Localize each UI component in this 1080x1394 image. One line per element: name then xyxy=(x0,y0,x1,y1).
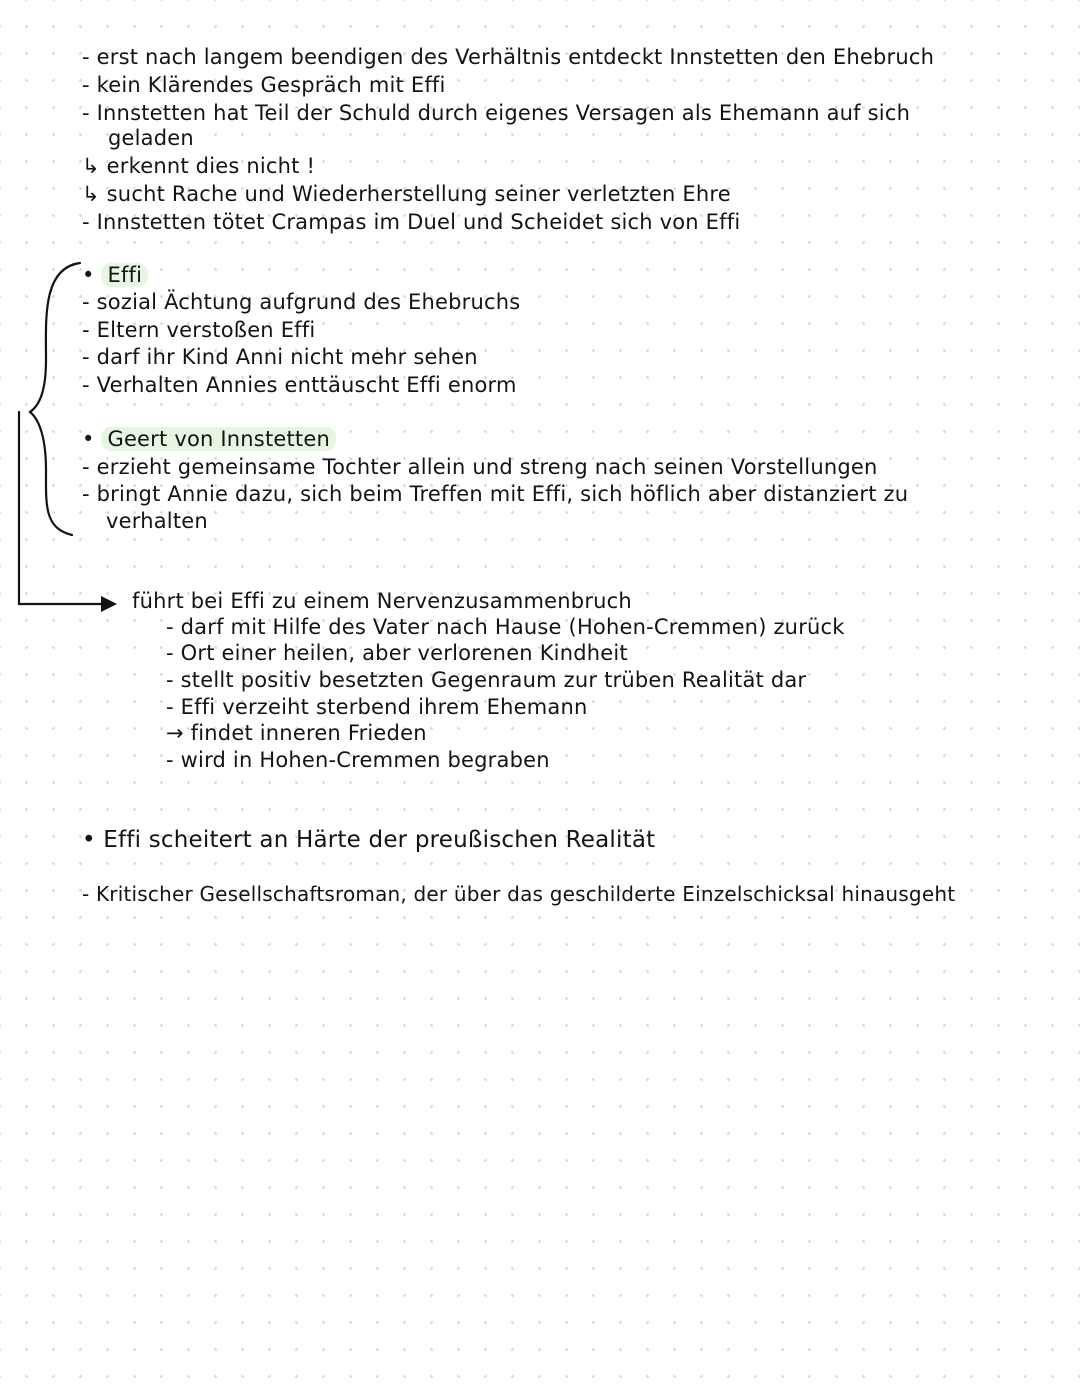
geert-item: - erzieht gemeinsame Tochter allein und streng nach seinen Vorstellungen xyxy=(82,455,878,479)
consequence-item: → findet inneren Frieden xyxy=(166,721,427,745)
geert-item: verhalten xyxy=(106,509,208,533)
effi-item: - sozial Ächtung aufgrund des Ehebruchs xyxy=(82,290,521,314)
geert-heading-line: • Geert von Innstetten xyxy=(82,426,336,452)
consequence-item: - darf mit Hilfe des Vater nach Hause (Hohen-Cremmen) zurück xyxy=(166,615,845,639)
effi-heading-line: • Effi xyxy=(82,262,148,288)
effi-item: - darf ihr Kind Anni nicht mehr sehen xyxy=(82,345,478,369)
effi-heading: Effi xyxy=(101,263,148,287)
conclusion-bullet: Effi scheitert an Härte der preußischen Realität xyxy=(103,827,656,853)
consequence-item: - Ort einer heilen, aber verlorenen Kindheit xyxy=(166,641,628,665)
effi-item: - Verhalten Annies enttäuscht Effi enorm xyxy=(82,373,517,397)
note-line: - Innstetten hat Teil der Schuld durch eigenes Versagen als Ehemann auf sich xyxy=(82,101,911,125)
note-line: - erst nach langem beendigen des Verhältnis entdeckt Innstetten den Ehebruch xyxy=(82,45,935,69)
note-line: - kein Klärendes Gespräch mit Effi xyxy=(82,73,446,97)
note-line: - Innstetten tötet Crampas im Duel und Scheidet sich von Effi xyxy=(82,210,741,234)
note-line: geladen xyxy=(108,126,194,150)
geert-item: - bringt Annie dazu, sich beim Treffen mit Effi, sich höflich aber distanziert zu xyxy=(82,482,909,506)
note-line-arrow: ↳ erkennt dies nicht ! xyxy=(82,154,316,178)
conclusion-line: - Kritischer Gesellschaftsroman, der über das geschilderte Einzelschicksal hinausgeht xyxy=(82,882,956,906)
consequence-lead: führt bei Effi zu einem Nervenzusammenbruch xyxy=(132,589,632,613)
consequence-item: - Effi verzeiht sterbend ihrem Ehemann xyxy=(166,695,588,719)
geert-heading: Geert von Innstetten xyxy=(101,427,336,451)
conclusion-bullet-line: • Effi scheitert an Härte der preußischen Realität xyxy=(82,827,656,853)
note-line-arrow: ↳ sucht Rache und Wiederherstellung seiner verletzten Ehre xyxy=(82,182,731,206)
effi-item: - Eltern verstoßen Effi xyxy=(82,318,316,342)
consequence-item: - stellt positiv besetzten Gegenraum zur trüben Realität dar xyxy=(166,668,807,692)
consequence-item: - wird in Hohen-Cremmen begraben xyxy=(166,748,550,772)
